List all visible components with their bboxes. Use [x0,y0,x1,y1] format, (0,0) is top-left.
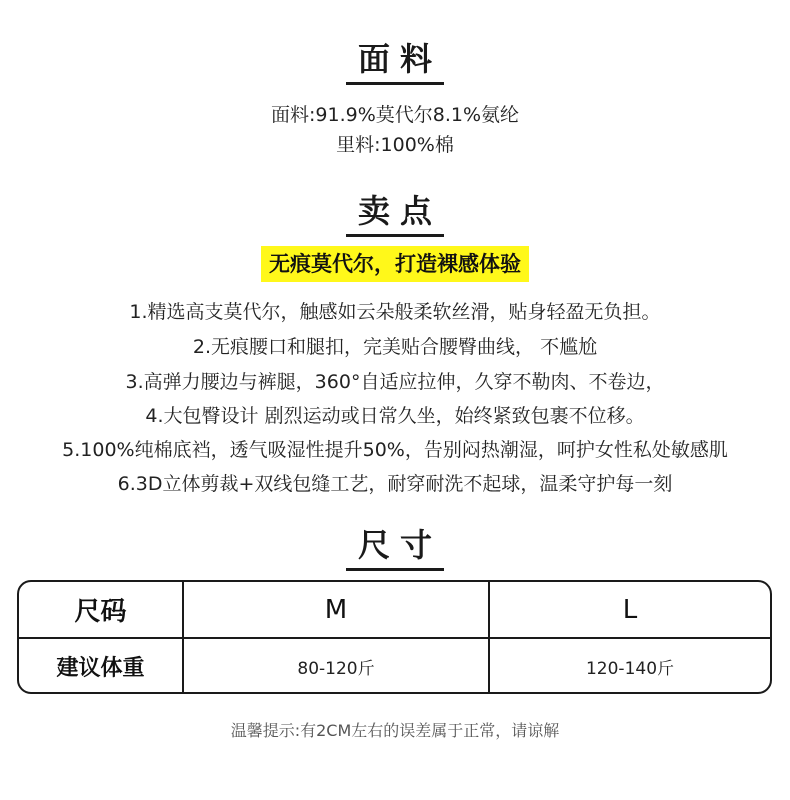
selling-point-3: 3.高弹力腰边与裤腿，360°自适应拉伸，久穿不勒肉、不卷边， [125,371,665,393]
selling-point-2: 2.无痕腰口和腿扣，完美贴合腰臀曲线， 不尴尬 [192,336,598,358]
weight-row-label: 建议体重 [56,656,145,681]
size-table [17,580,772,694]
size-header-l: L [488,582,770,637]
fabric-title [0,34,790,85]
weight-m-value: 80-120斤 [182,639,488,694]
selling-points-title-text: 卖点 [346,186,444,237]
tolerance-tip: 温馨提示:有2CM左右的误差属于正常，请谅解 [230,721,560,740]
fabric-title-text: 面料 [346,34,444,85]
selling-points-highlight: 无痕莫代尔，打造裸感体验 [261,246,529,282]
selling-point-4: 4.大包臀设计 剧烈运动或日常久坐，始终紧致包裹不位移。 [145,405,645,427]
size-table-weight-row [19,637,770,694]
selling-point-6: 6.3D立体剪裁+双线包缝工艺，耐穿耐洗不起球，温柔守护每一刻 [117,473,673,495]
lining-content-line: 里料:100%棉 [336,134,454,156]
selling-points-highlight-wrap [0,246,790,282]
selling-points-title [0,186,790,237]
size-title-text: 尺寸 [346,520,444,571]
size-header-m: M [182,582,488,637]
size-table-header-row [19,582,770,637]
fabric-content-line: 面料:91.9%莫代尔8.1%氨纶 [270,104,520,126]
weight-l-value: 120-140斤 [488,639,770,694]
size-title [0,520,790,571]
selling-point-5: 5.100%纯棉底裆，透气吸湿性提升50%，告别闷热潮湿，呵护女性私处敏感肌 [62,439,728,461]
selling-point-1: 1.精选高支莫代尔，触感如云朵般柔软丝滑，贴身轻盈无负担。 [129,301,661,323]
size-header-label: 尺码 [74,597,127,627]
